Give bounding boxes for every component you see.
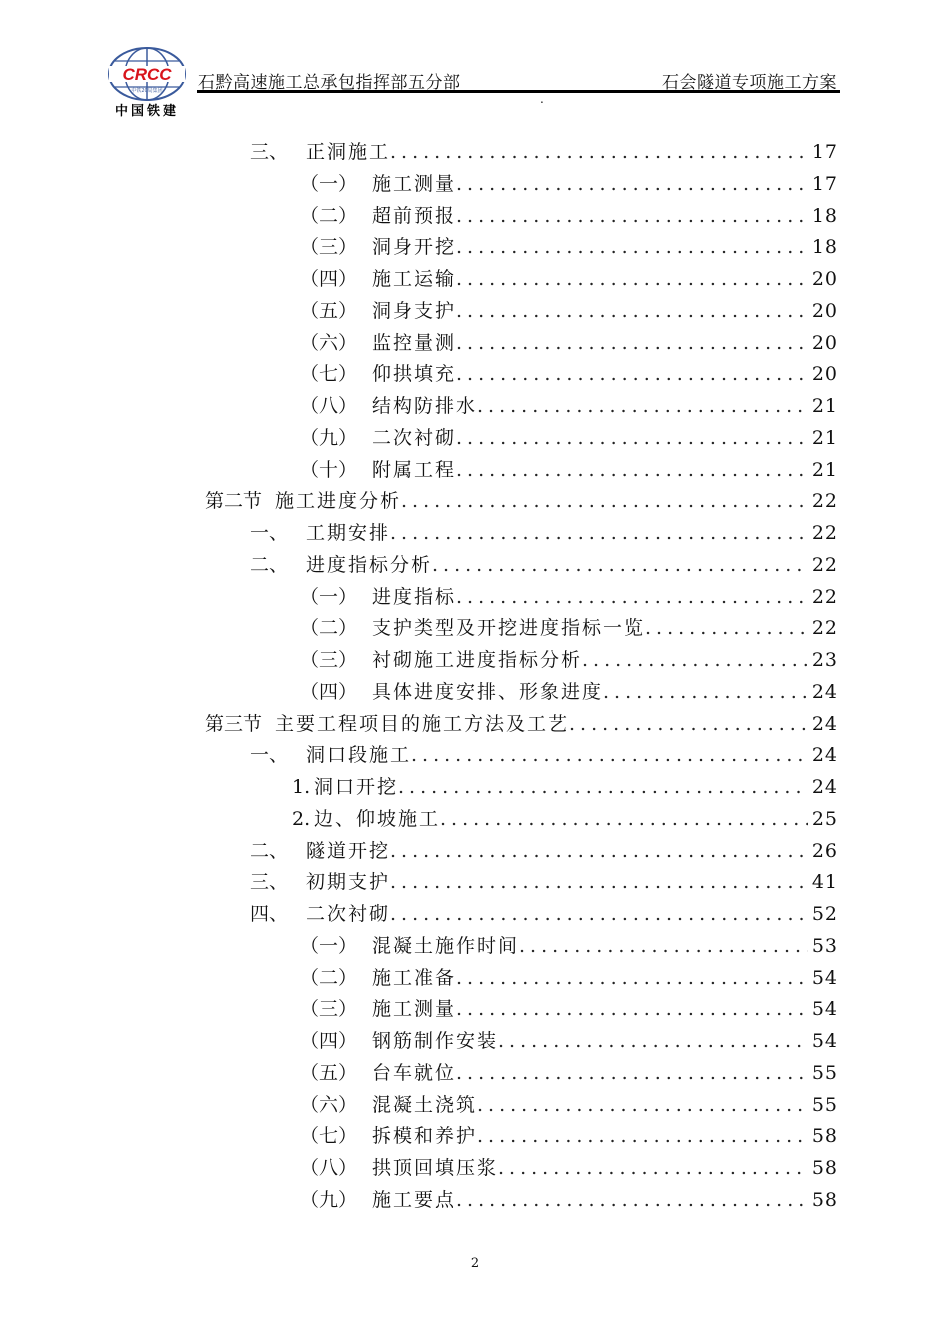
toc-entry-title: 钢筋制作安装 [372, 1030, 499, 1052]
toc-entry-number: （八） [300, 395, 358, 417]
toc-entry-page: 52 [811, 903, 838, 925]
toc-entry-title: 仰拱填充 [372, 363, 457, 386]
toc-entry-page: 41 [811, 871, 838, 894]
toc-entry-title: 施工运输 [372, 268, 457, 290]
toc-entry-title: 混凝土浇筑 [372, 1093, 478, 1116]
toc-dot-leader [456, 358, 808, 390]
toc-dot-leader [582, 644, 808, 676]
toc-entry[interactable] [300, 1184, 838, 1216]
toc-entry-title: 拱顶回填压浆 [372, 1157, 499, 1179]
toc-entry[interactable] [292, 803, 838, 835]
toc-entry-page: 17 [811, 141, 838, 163]
toc-dot-leader [432, 549, 808, 581]
toc-entry-page: 22 [811, 553, 838, 576]
toc-entry-title: 混凝土施作时间 [372, 934, 520, 957]
toc-entry-number: （一） [300, 934, 358, 957]
toc-entry[interactable] [292, 771, 838, 803]
toc-dot-leader [456, 327, 808, 359]
toc-entry-number: （三） [300, 998, 358, 1021]
toc-entry-page: 20 [811, 363, 838, 386]
toc-entry-title: 衬砌施工进度指标分析 [372, 649, 583, 671]
toc-entry-page: 54 [811, 998, 838, 1021]
toc-dot-leader [456, 422, 808, 454]
toc-entry-page: 54 [811, 966, 838, 989]
toc-entry-number: 第三节 [205, 712, 263, 735]
page-header [100, 38, 840, 118]
toc-entry-title: 边、仰坡施工 [314, 807, 441, 830]
toc-entry-title: 超前预报 [372, 204, 457, 227]
toc-entry-number: （九） [300, 426, 358, 449]
toc-entry-number: （八） [300, 1157, 358, 1179]
header-rule [197, 90, 840, 93]
toc-dot-leader [456, 993, 808, 1025]
toc-entry-title: 施工要点 [372, 1188, 457, 1211]
toc-entry-number: （二） [300, 966, 358, 989]
toc-entry[interactable] [300, 644, 838, 676]
toc-entry-page: 55 [811, 1093, 838, 1116]
toc-entry-title: 拆模和养护 [372, 1125, 478, 1148]
toc-entry-page: 25 [811, 807, 838, 830]
toc-entry-page: 22 [811, 490, 838, 513]
header-right-text: 石会隧道专项施工方案 [662, 73, 837, 93]
toc-entry-title: 正洞施工 [306, 141, 391, 163]
toc-dot-leader [456, 1184, 808, 1216]
page-number: 2 [470, 1256, 480, 1271]
toc-entry-page: 54 [811, 1030, 838, 1052]
svg-text:中铁20局集团: 中铁20局集团 [131, 88, 163, 94]
toc-dot-leader [390, 517, 808, 549]
toc-entry-page: 24 [811, 744, 838, 767]
toc-entry[interactable] [205, 708, 838, 740]
toc-entry[interactable] [300, 962, 838, 994]
toc-entry-title: 结构防排水 [372, 395, 478, 417]
toc-entry[interactable] [300, 231, 838, 263]
toc-dot-leader [456, 962, 808, 994]
toc-dot-leader [456, 263, 808, 295]
svg-text:CRCC: CRCC [122, 65, 172, 84]
toc-dot-leader [477, 390, 808, 422]
toc-dot-leader [398, 771, 808, 803]
toc-entry-title: 支护类型及开挖进度指标一览 [372, 617, 646, 640]
toc-dot-leader [498, 1152, 808, 1184]
toc-dot-leader [456, 231, 808, 263]
toc-entry-title: 施工测量 [372, 172, 457, 195]
toc-entry-title: 施工进度分析 [275, 490, 402, 513]
toc-entry[interactable] [300, 168, 838, 200]
toc-entry-number: （三） [300, 649, 358, 671]
toc-entry[interactable] [250, 898, 838, 930]
toc-dot-leader [477, 1089, 808, 1121]
toc-entry-title: 主要工程项目的施工方法及工艺 [275, 712, 570, 735]
toc-entry-title: 施工准备 [372, 966, 457, 989]
toc-entry-title: 洞身支护 [372, 299, 457, 322]
toc-entry-number: （五） [300, 299, 358, 322]
toc-entry[interactable] [300, 200, 838, 232]
toc-entry[interactable] [300, 422, 838, 454]
toc-dot-leader [456, 454, 808, 486]
toc-entry-number: （二） [300, 617, 358, 640]
toc-entry-page: 20 [811, 268, 838, 290]
toc-entry-page: 21 [811, 458, 838, 481]
toc-dot-leader [498, 1025, 808, 1057]
toc-entry[interactable] [300, 993, 838, 1025]
svg-text:中国铁建: 中国铁建 [114, 104, 180, 118]
toc-entry-page: 18 [811, 236, 838, 259]
toc-entry-number: （四） [300, 680, 358, 703]
toc-entry-page: 58 [811, 1157, 838, 1179]
toc-entry-page: 22 [811, 585, 838, 608]
toc-entry-title: 台车就位 [372, 1061, 457, 1084]
toc-entry-number: 二、 [250, 839, 289, 862]
toc-entry-number: 四、 [250, 903, 289, 925]
toc-dot-leader [456, 168, 808, 200]
toc-dot-leader [477, 1120, 808, 1152]
toc-entry-title: 洞口开挖 [314, 776, 399, 798]
toc-entry-title: 进度指标 [372, 585, 457, 608]
toc-entry-number: 一、 [250, 744, 289, 767]
toc-entry[interactable] [250, 549, 838, 581]
header-left-text: 石黔高速施工总承包指挥部五分部 [198, 73, 461, 93]
toc-entry[interactable] [300, 263, 838, 295]
toc-entry-number: （九） [300, 1188, 358, 1211]
toc-entry-number: 第二节 [205, 490, 263, 513]
toc-entry-number: （三） [300, 236, 358, 259]
toc-entry-title: 洞身开挖 [372, 236, 457, 259]
toc-entry-number: （五） [300, 1061, 358, 1084]
toc-entry-title: 隧道开挖 [306, 839, 391, 862]
crcc-logo [105, 44, 189, 118]
toc-entry-page: 18 [811, 204, 838, 227]
toc-entry[interactable] [300, 390, 838, 422]
toc-entry-number: （六） [300, 331, 358, 354]
toc-entry[interactable] [250, 517, 838, 549]
toc-dot-leader [456, 200, 808, 232]
toc-entry[interactable] [300, 327, 838, 359]
toc-entry[interactable] [250, 136, 838, 168]
toc-entry-number: （四） [300, 1030, 358, 1052]
toc-entry-number: （一） [300, 172, 358, 195]
toc-entry-page: 17 [811, 172, 838, 195]
toc-entry-title: 进度指标分析 [306, 553, 433, 576]
toc-entry-page: 26 [811, 839, 838, 862]
toc-dot-leader [411, 739, 808, 771]
toc-entry-title: 二次衬砌 [372, 426, 457, 449]
toc-entry[interactable] [300, 295, 838, 327]
toc-entry-number: 三、 [250, 871, 289, 894]
toc-dot-leader [440, 803, 808, 835]
toc-entry-number: 1. [292, 776, 311, 798]
toc-dot-leader [390, 136, 808, 168]
toc-entry[interactable] [250, 866, 838, 898]
toc-entry-number: （二） [300, 204, 358, 227]
toc-entry-number: （十） [300, 458, 358, 481]
toc-entry[interactable] [300, 930, 838, 962]
toc-entry-number: 三、 [250, 141, 289, 163]
toc-entry-title: 附属工程 [372, 458, 457, 481]
toc-entry-title: 初期支护 [306, 871, 391, 894]
toc-dot-leader [456, 581, 808, 613]
toc-entry-number: （七） [300, 1125, 358, 1148]
toc-dot-leader [645, 612, 808, 644]
toc-entry-number: （四） [300, 268, 358, 290]
toc-entry-page: 55 [811, 1061, 838, 1084]
toc-entry-page: 22 [811, 617, 838, 640]
toc-entry-number: 2. [292, 807, 311, 830]
toc-entry-title: 监控量测 [372, 331, 457, 354]
toc-entry-page: 53 [811, 934, 838, 957]
toc-entry-page: 58 [811, 1188, 838, 1211]
toc-entry-number: （六） [300, 1093, 358, 1116]
toc-entry[interactable] [300, 581, 838, 613]
toc-entry-number: （一） [300, 585, 358, 608]
toc-dot-leader [456, 1057, 808, 1089]
toc-entry-title: 具体进度安排、形象进度 [372, 680, 604, 703]
toc-entry-page: 24 [811, 680, 838, 703]
toc-entry-page: 23 [811, 649, 838, 671]
toc-entry-title: 洞口段施工 [306, 744, 412, 767]
toc-dot-leader [603, 676, 808, 708]
toc-entry[interactable] [300, 1089, 838, 1121]
toc-entry-page: 24 [811, 712, 838, 735]
toc-entry-title: 工期安排 [306, 522, 391, 544]
toc-entry-page: 58 [811, 1125, 838, 1148]
toc-dot-leader [390, 898, 808, 930]
toc-dot-leader [519, 930, 808, 962]
toc-dot-leader [390, 866, 808, 898]
toc-entry[interactable] [250, 835, 838, 867]
toc-entry-title: 二次衬砌 [306, 903, 391, 925]
header-dot: . [540, 92, 544, 106]
toc-entry-page: 21 [811, 426, 838, 449]
toc-dot-leader [390, 835, 808, 867]
toc-entry-number: （七） [300, 363, 358, 386]
toc-entry-page: 20 [811, 331, 838, 354]
toc-entry[interactable] [300, 612, 838, 644]
toc-dot-leader [569, 708, 808, 740]
toc-entry-page: 22 [811, 522, 838, 544]
toc-entry-number: 二、 [250, 553, 289, 576]
toc-entry-page: 24 [811, 776, 838, 798]
toc-dot-leader [401, 485, 808, 517]
toc-entry-page: 21 [811, 395, 838, 417]
toc-entry[interactable] [300, 454, 838, 486]
toc-entry[interactable] [300, 1152, 838, 1184]
toc-entry[interactable] [205, 485, 838, 517]
toc-entry-page: 20 [811, 299, 838, 322]
toc-entry[interactable] [250, 739, 838, 771]
toc-entry-title: 施工测量 [372, 998, 457, 1021]
toc-dot-leader [456, 295, 808, 327]
toc-entry[interactable] [300, 358, 838, 390]
toc-entry[interactable] [300, 1120, 838, 1152]
toc-entry-number: 一、 [250, 522, 289, 544]
toc-entry[interactable] [300, 1057, 838, 1089]
toc-entry[interactable] [300, 676, 838, 708]
toc-entry[interactable] [300, 1025, 838, 1057]
